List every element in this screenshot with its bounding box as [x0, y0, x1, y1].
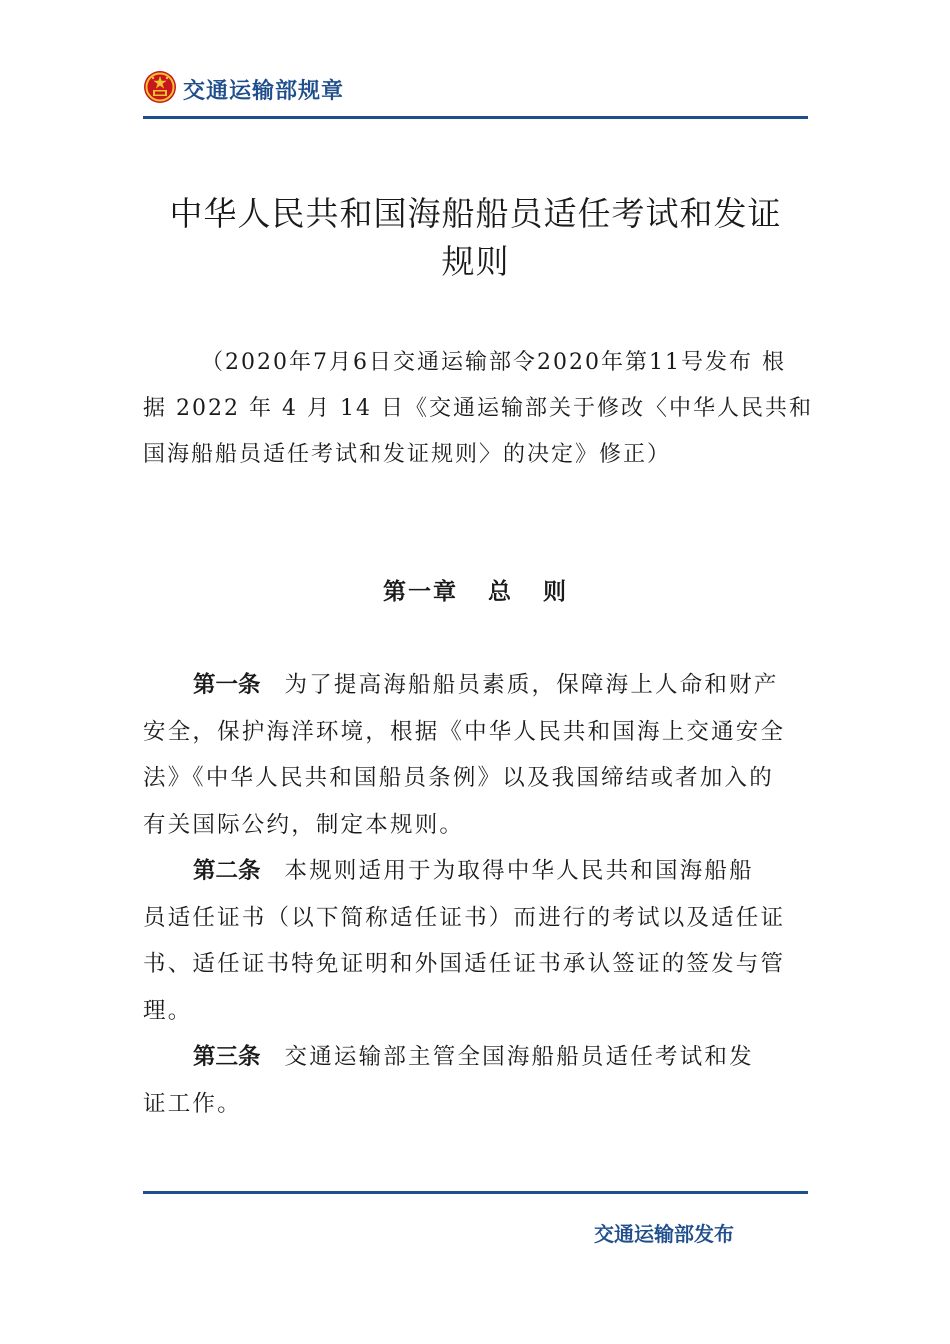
- note-line: （2020年7月6日交通运输部令2020年第11号发布 根: [201, 350, 786, 375]
- article-text: 本规则适用于为取得中华人民共和国海船船: [284, 858, 754, 884]
- header-title: 交通运输部规章: [183, 79, 345, 104]
- article-first-line: [143, 848, 808, 895]
- article-line: 理。: [143, 997, 193, 1024]
- article-first-line: [143, 1034, 808, 1081]
- article-text: 为了提高海船船员素质，保障海上人命和财产: [284, 672, 779, 698]
- national-emblem-icon: [143, 70, 177, 104]
- header-divider: [143, 116, 808, 119]
- article-line: 安全，保护海洋环境，根据《中华人民共和国海上交通安全: [143, 718, 786, 745]
- article-line: 有关国际公约，制定本规则。: [143, 811, 465, 838]
- article-line: 员适任证书（以下简称适任证书）而进行的考试以及适任证: [143, 904, 786, 931]
- article-line: 书、适任证书特免证明和外国适任证书承认签证的签发与管: [143, 951, 786, 977]
- footer-divider: [143, 1191, 808, 1194]
- article-line: 法》《中华人民共和国船员条例》以及我国缔结或者加入的: [143, 765, 774, 791]
- document-title-line: 规则: [441, 242, 510, 281]
- footer-publisher: 交通运输部发布: [594, 1222, 734, 1246]
- article-line: 证工作。: [143, 1090, 242, 1117]
- page-header: [143, 66, 808, 110]
- publication-note: [143, 340, 813, 478]
- article-label: 第二条: [193, 858, 261, 884]
- article-label: 第三条: [193, 1044, 261, 1070]
- article-first-line: [143, 662, 808, 709]
- note-line: 据 2022 年 4 月 14 日《交通运输部关于修改〈中华人民共和: [143, 396, 813, 421]
- article-text: 交通运输部主管全国海船船员适任考试和发: [284, 1044, 754, 1070]
- article-label: 第一条: [193, 672, 261, 698]
- note-line: 国海船船员适任考试和发证规则〉的决定》修正）: [143, 442, 672, 467]
- chapter-heading: 第一章 总 则: [382, 579, 569, 605]
- document-title-line: 中华人民共和国海船船员适任考试和发证: [169, 194, 782, 233]
- articles-body: [143, 662, 808, 1127]
- document-title: [143, 190, 808, 286]
